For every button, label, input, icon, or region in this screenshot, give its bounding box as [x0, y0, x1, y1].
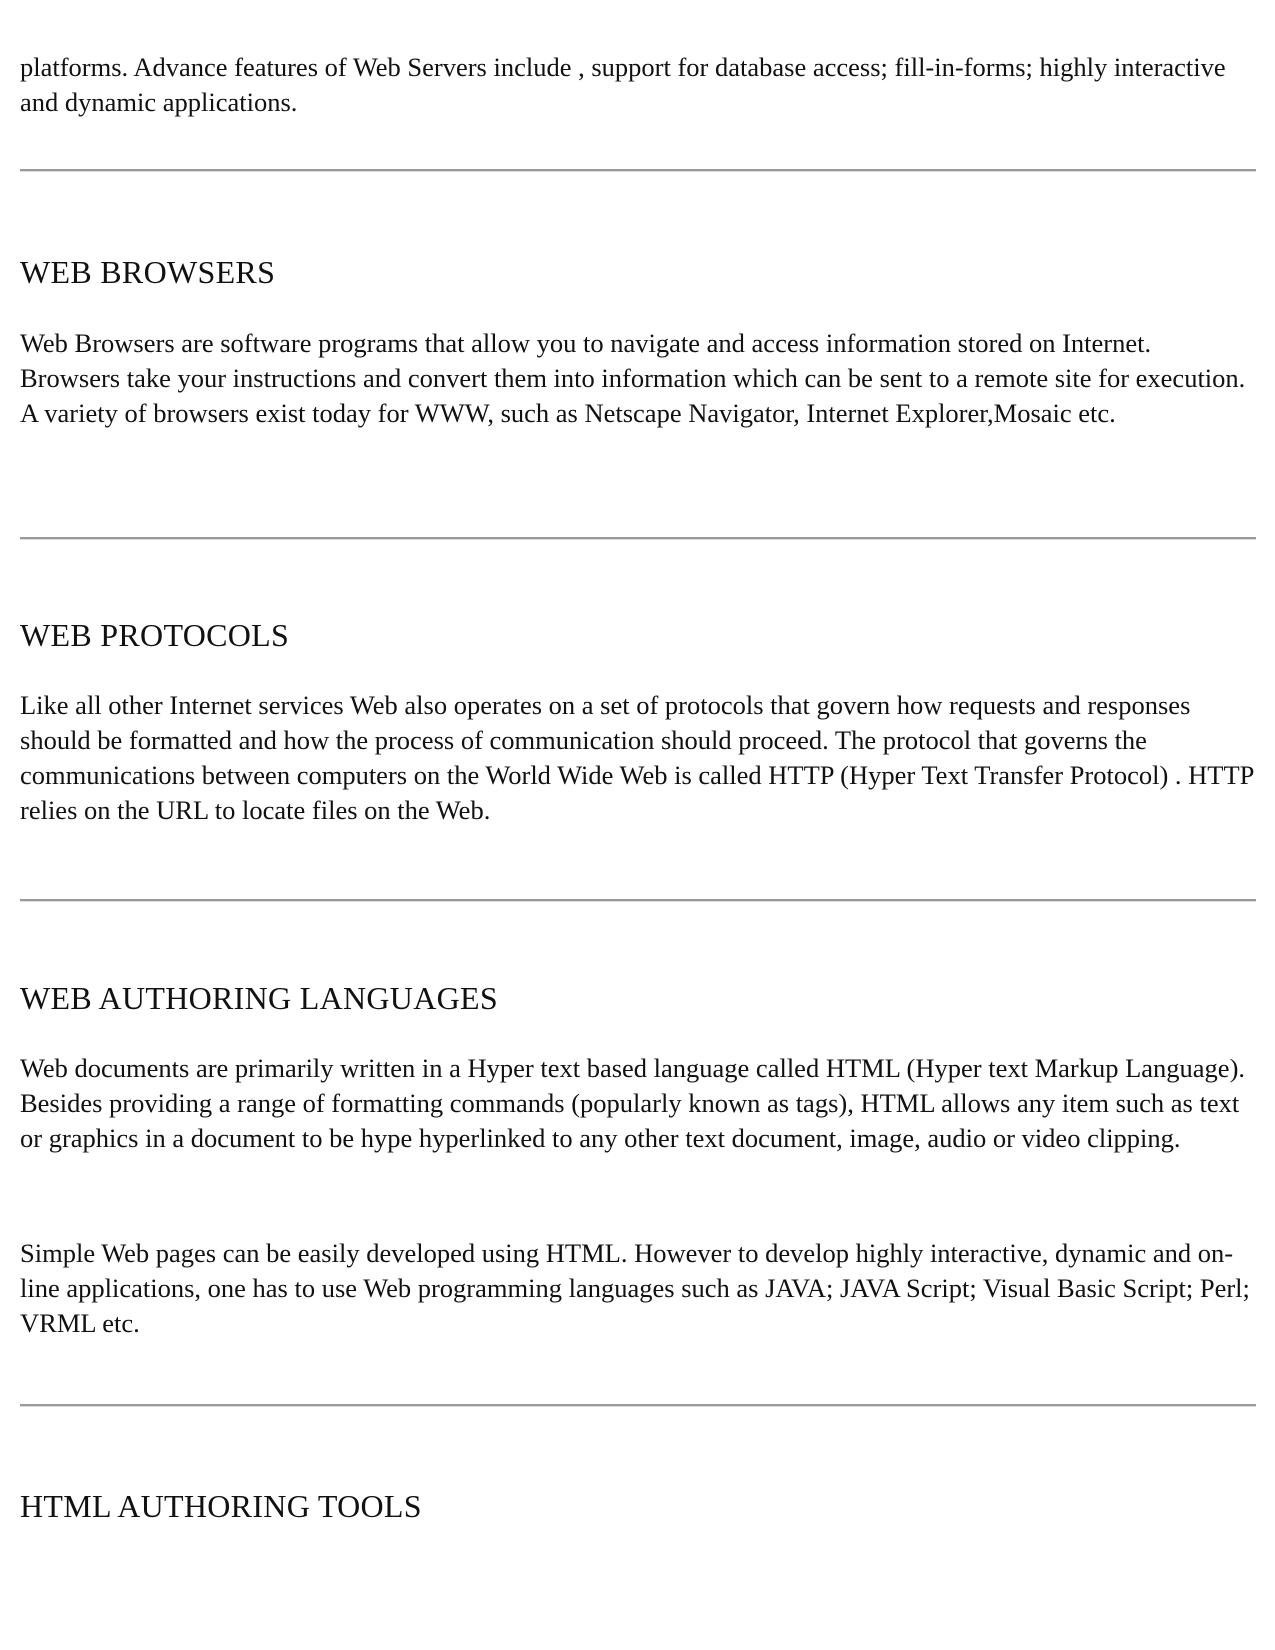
web-protocols-paragraph: Like all other Internet services Web also operates on a set of protocols that govern how requests and responses should be formatted and how the process of communication should proceed. The protocol that governs the communications between computers on the World Wide Web is called HTTP (Hyper Text Transfer Protocol) . HTTP relies on the URL to locate files on the Web. [20, 690, 1254, 825]
intro-paragraph: platforms. Advance features of Web Servers include , support for database access; fill-in-forms; highly interactive and dynamic applications. [20, 52, 1226, 117]
heading-web-protocols: WEB PROTOCOLS [20, 617, 290, 653]
divider-3 [20, 899, 1256, 902]
web-authoring-paragraph-2: Simple Web pages can be easily developed using HTML. However to develop highly interactive, dynamic and on-line applications, one has to use Web programming languages such as JAVA; JAVA Script; Visual Basic Script; Perl; VRML etc. [20, 1238, 1250, 1338]
web-browsers-paragraph: Web Browsers are software programs that allow you to navigate and access information stored on Internet. Browsers take your instructions and convert them into information which can be sent to a remote site for execution. A variety of browsers exist today for WWW, such as Netscape Navigator, Internet Explorer,Mosaic etc. [20, 328, 1246, 428]
web-authoring-paragraph-1: Web documents are primarily written in a Hyper text based language called HTML (Hyper text Markup Language). Besides providing a range of formatting commands (popularly known as tags), HTML allows any item such as text or graphics in a document to be hype hyperlinked to any other text document, image, audio or video clipping. [20, 1053, 1246, 1153]
divider-1 [20, 169, 1256, 172]
heading-html-authoring-tools: HTML AUTHORING TOOLS [20, 1488, 422, 1524]
divider-4 [20, 1404, 1256, 1407]
heading-web-browsers: WEB BROWSERS [20, 254, 276, 290]
divider-2 [20, 537, 1256, 540]
heading-web-authoring-languages: WEB AUTHORING LANGUAGES [20, 980, 498, 1016]
